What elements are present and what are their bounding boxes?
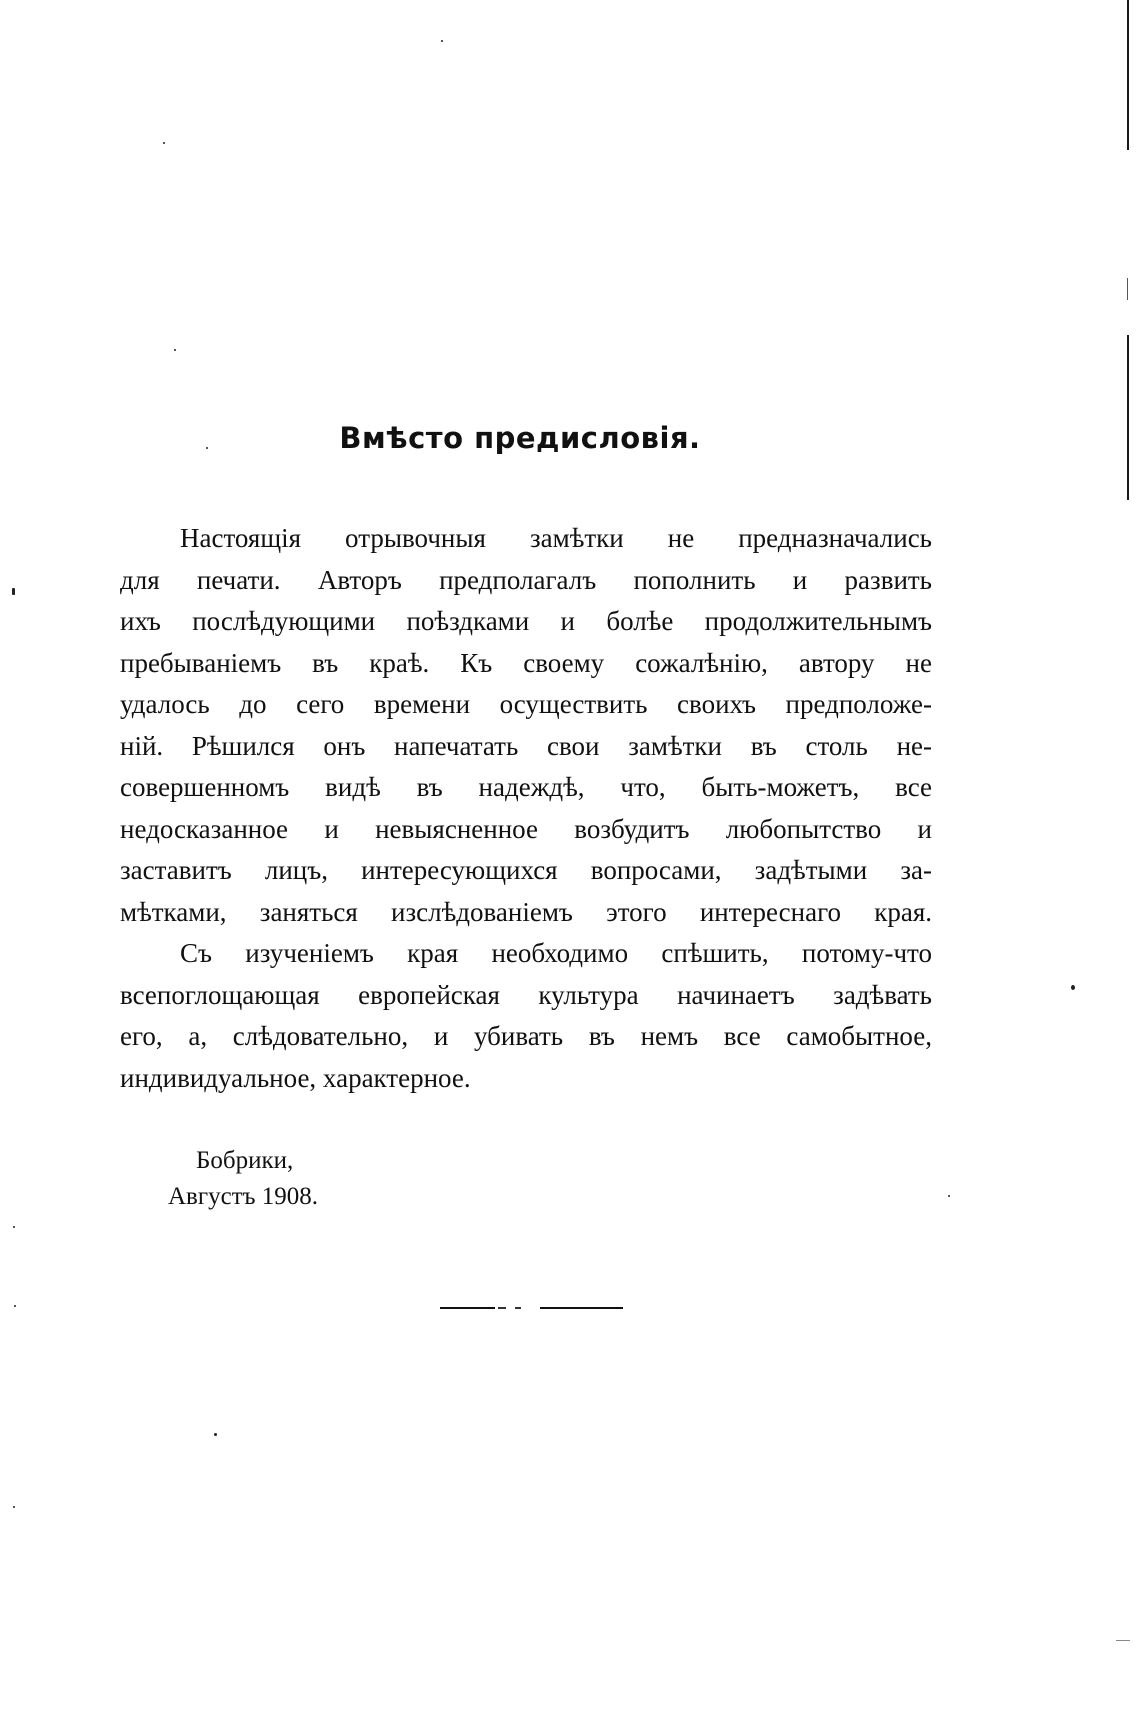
text-line: Настоящія отрывочныя замѣтки не предназначались — [180, 523, 932, 553]
scan-speck — [163, 142, 165, 144]
signature-date: Августъ 1908. — [168, 1183, 319, 1210]
text-line: Съ изученіемъ края необходимо спѣшить, потому-что — [180, 938, 932, 968]
text-line: пребываніемъ въ краѣ. Къ своему сожалѣнію, автору не — [120, 647, 932, 678]
scan-edge-line — [1127, 0, 1129, 150]
scan-edge-line — [1127, 335, 1129, 500]
scan-speck — [214, 1433, 217, 1436]
scan-speck — [174, 349, 176, 351]
signature-place: Бобрики, — [196, 1147, 294, 1174]
text-line: мѣтками, заняться изслѣдованіемъ этого интереснаго края. — [120, 896, 932, 927]
text-line: недосказанное и невыясненное возбудитъ любопытство и — [120, 813, 932, 844]
scan-speck — [12, 588, 15, 595]
body-text — [120, 518, 932, 1099]
text-line: ній. Рѣшился онъ напечатать свои замѣтки въ столь не- — [120, 730, 932, 761]
closing-rule — [498, 1307, 506, 1309]
closing-rule — [440, 1307, 495, 1309]
scan-edge-line — [1127, 278, 1128, 300]
text-line: индивидуальное, характерное. — [120, 1062, 471, 1093]
scan-speck — [14, 1305, 16, 1307]
text-line: удалось до сего времени осуществить своихъ предположе- — [120, 689, 932, 719]
text-line: для печати. Авторъ предполагалъ пополнить и развить — [120, 564, 932, 595]
text-line: всепоглощающая европейская культура начинаетъ задѣвать — [120, 979, 932, 1010]
text-line: заставитъ лицъ, интересующихся вопросами, задѣтыми за- — [120, 855, 932, 885]
page-title: Вмѣсто предисловія. — [339, 421, 701, 455]
scan-edge-line — [1116, 1640, 1130, 1641]
scan-speck — [13, 1506, 15, 1508]
closing-rule — [515, 1307, 521, 1309]
scan-speck — [948, 1195, 950, 1197]
text-line: ихъ послѣдующими поѣздками и болѣе продолжительнымъ — [120, 606, 932, 636]
text-line: его, а, слѣдовательно, и убивать въ немъ все самобытное, — [120, 1021, 932, 1051]
scan-speck — [13, 1226, 15, 1228]
scan-speck — [1071, 985, 1075, 990]
scan-speck — [441, 40, 443, 42]
closing-rule — [540, 1307, 623, 1309]
text-line: совершенномъ видѣ въ надеждѣ, что, быть-можетъ, все — [120, 772, 932, 802]
